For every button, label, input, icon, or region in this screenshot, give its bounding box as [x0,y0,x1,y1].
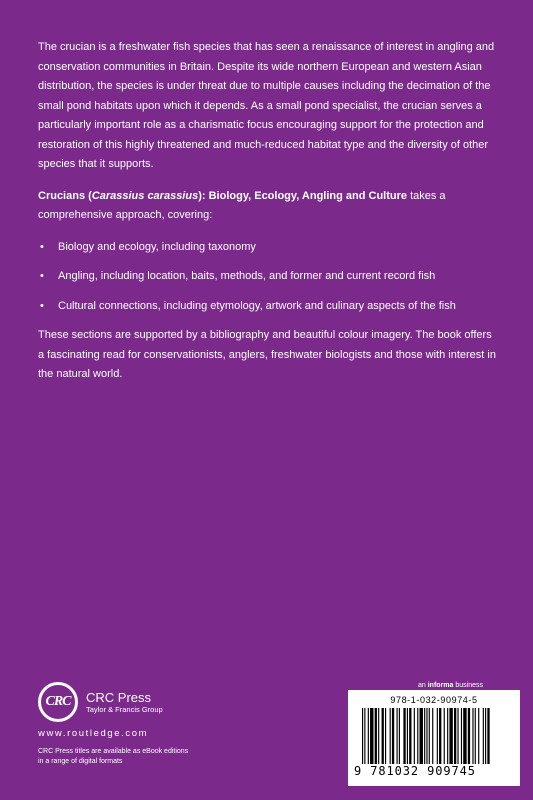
bullet-icon: • [40,270,44,282]
publisher-group: Taylor & Francis Group [86,704,163,714]
coverage-list [38,238,498,317]
barcode-bar [485,708,486,768]
barcode-bar [478,708,479,768]
barcode-bar [472,708,473,768]
barcode-bar [447,708,448,768]
barcode-bar [370,708,373,768]
crc-logo-icon: CRC [38,682,78,722]
barcode-bar [407,708,408,768]
ean-digits: 9 781032 909745 [354,764,514,778]
barcode-icon [360,708,508,768]
list-item: • Angling, including location, baits, methods, and former and current record fish [38,267,498,287]
barcode-bar [397,708,398,768]
bullet-icon: • [40,240,44,253]
barcode-bar [417,708,418,768]
barcode-bar [429,708,430,768]
barcode-bar [454,708,456,768]
barcode-bar [392,708,394,768]
description-paragraph-3: These sections are supported by a bibliography and beautiful colour imagery. The book offers a fascinating read for conservationists, anglers, freshwater biologists and those with interest in the natural world. [38,329,496,380]
barcode-bar [414,708,415,768]
barcode-bar [378,708,379,768]
barcode-bar [437,708,438,768]
list-item: • Cultural connections, including etymology, artwork and culinary aspects of the fish [38,297,498,317]
barcode-bar [362,708,363,768]
barcode-bar [409,708,411,768]
back-cover-description [38,38,498,385]
barcode-bar [439,708,441,768]
barcode-bar [461,708,462,768]
bullet-icon: • [40,299,44,312]
publisher-block [38,682,268,767]
barcode-bar [420,708,423,768]
barcode-bar [382,708,384,768]
barcode-bar [475,708,476,768]
barcode-bar [444,708,445,768]
barcode-bar [483,708,484,768]
publisher-website: www.routledge.com [38,728,149,739]
barcode-bar [399,708,400,768]
isbn-barcode [348,690,520,786]
description-paragraph-1: The crucian is a freshwater fish species that has seen a renaissance of interest in angling and conservation communities in Britain. Despite its wide northern European and western Asian distribution, the species is under threat due to multiple causes including the decimation of the small pond habitats upon which it depends. As a small pond specialist, the crucian serves a particularly important role as a charismatic focus encouraging support for the protection and restoration of this highly threatened and much-reduced habitat type and the diversity of other species that it supports. [38,41,495,170]
ebook-note: CRC Press titles are available as eBook editions in a range of digital formats [38,748,189,765]
barcode-bar [403,708,405,768]
barcode-bar [468,708,470,768]
barcode-bar [463,708,466,768]
book-title: Crucians (Carassius carassius): Biology, Ecology, Angling and Culture [38,189,408,202]
publisher-name: CRC Press [86,689,152,705]
list-item: • Biology and ecology, including taxonomy [38,238,498,258]
barcode-bar [426,708,427,768]
description-paragraph-2: Crucians (Carassius carassius): Biology, Ecology, Angling and Culture takes a comprehensive approach, covering: [38,189,446,221]
barcode-bar [487,708,489,768]
barcode-bar [449,708,452,768]
barcode-bar [375,708,377,768]
informa-business-tag: an informa business [418,682,483,689]
isbn-number: 978-1-032-90974-5 [390,695,478,705]
barcode-bar [368,708,369,768]
barcode-bar [457,708,458,768]
barcode-bar [390,708,391,768]
barcode-bar [424,708,425,768]
barcode-bar [364,708,365,768]
barcode-bar [432,708,433,768]
barcode-bar [385,708,386,768]
